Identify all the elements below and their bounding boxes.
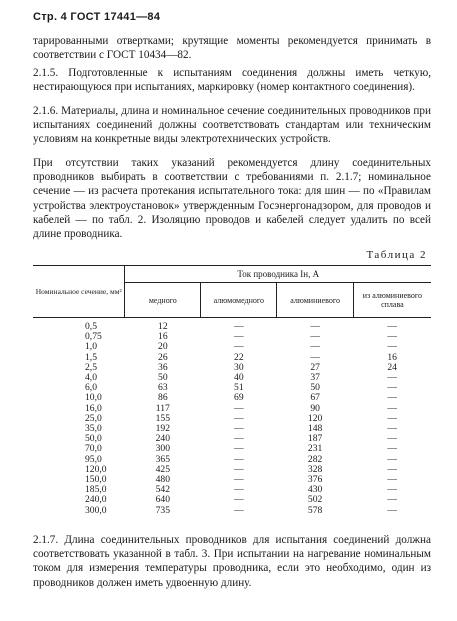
table-cell-section: 2,5: [85, 361, 97, 373]
table-cell-section: 70,0: [85, 443, 102, 455]
paragraph-2-1-5: 2.1.5. Подготовленные к испытаниям соединения должны иметь четкую, нестирающуюся при испытаниях, маркировку (номер контактного соединения).: [33, 67, 431, 94]
table-cell-current: 328: [307, 463, 323, 475]
table-cell-section: 35,0: [85, 423, 102, 435]
table-cell-current: —: [387, 341, 397, 353]
table-cell-current: —: [387, 494, 397, 506]
column-header-copper: медного: [125, 283, 201, 318]
table-cell-section: 16,0: [85, 402, 102, 414]
table-row: [33, 506, 431, 516]
table-cell-current: 282: [307, 453, 323, 465]
table-cell-current: 86: [158, 392, 168, 404]
table-cell-current: —: [387, 331, 397, 343]
table-cell-current: 425: [155, 463, 171, 475]
table-cell-current: —: [387, 423, 397, 435]
table-cell-section: 150,0: [85, 474, 107, 486]
table-cell-current: —: [387, 382, 397, 394]
table-cell-current: 20: [158, 341, 168, 353]
table-cell-section: 0,75: [85, 331, 102, 343]
table-cell-current: —: [234, 494, 244, 506]
table-cell-current: —: [310, 351, 320, 363]
table-cell-current: 578: [307, 504, 323, 516]
table-cell-current: 36: [158, 361, 168, 373]
table-cell-current: 231: [307, 443, 323, 455]
table-cell-current: 22: [234, 351, 244, 363]
table-cell-section: 6,0: [85, 382, 97, 394]
table-cell-section: 50,0: [85, 433, 102, 445]
table-cell-current: —: [234, 484, 244, 496]
table-cell-current: —: [234, 321, 244, 332]
paragraph-continuation: тарированными отвертками; крутящие моменты рекомендуется принимать в соответствии с ГОСТ 10434—82.: [33, 35, 431, 62]
table-cell-current: 187: [307, 433, 323, 445]
table-cell-current: 735: [155, 504, 171, 516]
table-cell-current: —: [387, 443, 397, 455]
table-cell-current: 90: [310, 402, 320, 414]
table-cell-current: 40: [234, 372, 244, 384]
table-cell-current: —: [310, 321, 320, 332]
table-cell-current: 27: [310, 361, 320, 373]
table-cell-section: 185,0: [85, 484, 107, 496]
column-header-aluminum: алюминиевого: [277, 283, 353, 318]
table-title: Таблица 2: [366, 249, 427, 261]
table-cell-current: 542: [155, 484, 171, 496]
table-cell-current: 240: [155, 433, 171, 445]
table-cell-section: 25,0: [85, 412, 102, 424]
table-cell-current: 120: [307, 412, 323, 424]
paragraph-2-1-6: 2.1.6. Материалы, длина и номинальное сечение соединительных проводников при испытаниях соединений должны соответствовать стандартам или техническим условиям на конкретные виды электротехнических устройств.: [33, 105, 431, 146]
table-cell-current: —: [234, 443, 244, 455]
table-cell-current: 63: [158, 382, 168, 394]
table-cell-current: 50: [158, 372, 168, 384]
table-cell-current: —: [387, 504, 397, 516]
table-cell-section: 300,0: [85, 504, 107, 516]
table-cell-current: —: [387, 402, 397, 414]
table-cell-current: —: [310, 341, 320, 353]
table-cell-section: 10,0: [85, 392, 102, 404]
table-cell-current: —: [310, 331, 320, 343]
table-cell-current: —: [387, 372, 397, 384]
table-cell-section: 4,0: [85, 372, 97, 384]
table-cell-current: —: [234, 433, 244, 445]
table-cell-section: 240,0: [85, 494, 107, 506]
table-cell-current: 50: [310, 382, 320, 394]
table-cell-current: 12: [158, 321, 168, 332]
table-cell-current: —: [234, 412, 244, 424]
table-cell-current: 300: [155, 443, 171, 455]
table-cell-current: 26: [158, 351, 168, 363]
table-cell-current: —: [234, 331, 244, 343]
table-cell-current: 148: [307, 423, 323, 435]
table-cell-section: 1,5: [85, 351, 97, 363]
column-header-aluminum-alloy: из алюминиевого сплава: [353, 283, 431, 318]
table-cell-current: 30: [234, 361, 244, 373]
table-cell-current: 640: [155, 494, 171, 506]
table-cell-current: —: [387, 474, 397, 486]
table-cell-current: —: [234, 474, 244, 486]
table-cell-current: 192: [155, 423, 171, 435]
paragraph-recommendations: При отсутствии таких указаний рекомендуется длину соединительных проводников выбирать в соответствии с требованиями п. 2.1.7; номинальное сечение — из расчета протекания испытательного тока: для шин — по «Правилам устройства электроустановок» утвержденным Госэнергонадзором, для проводов и кабелей — по табл. 2. Изоляцию проводов и кабелей следует удалить по всей длине проводника.: [33, 157, 431, 241]
table-cell-current: 51: [234, 382, 244, 394]
table-cell-current: —: [234, 423, 244, 435]
table-cell-current: —: [234, 341, 244, 353]
current-table: [33, 265, 431, 516]
table-cell-current: —: [387, 463, 397, 475]
table-cell-current: 16: [387, 351, 397, 363]
table-cell-current: —: [234, 453, 244, 465]
column-header-copper-clad-aluminum: алюмомедного: [201, 283, 277, 318]
current-header: Ток проводника Iн, А: [125, 266, 431, 283]
paragraph-2-1-7: 2.1.7. Длина соединительных проводников для испытания соединений должна соответствовать указанной в табл. 3. При испытании на нагревание номинальным током для измерения температуры проводника, если это необходимо, один из проводников должен иметь удвоенную длину.: [33, 534, 431, 589]
table-cell-section: 120,0: [85, 463, 107, 475]
table-cell-current: —: [387, 484, 397, 496]
table-cell-current: 365: [155, 453, 171, 465]
table-cell-current: —: [387, 321, 397, 332]
table-cell-current: 480: [155, 474, 171, 486]
table-cell-current: —: [234, 402, 244, 414]
table-cell-current: —: [234, 504, 244, 516]
table-cell-current: 430: [307, 484, 323, 496]
table-cell-current: 24: [387, 361, 397, 373]
table-cell-current: —: [387, 433, 397, 445]
table-cell-current: 67: [310, 392, 320, 404]
table-cell-current: —: [387, 392, 397, 404]
table-cell-section: 95,0: [85, 453, 102, 465]
table-cell-current: —: [387, 453, 397, 465]
table-cell-current: 502: [307, 494, 323, 506]
table-cell-current: 376: [307, 474, 323, 486]
table-cell-section: 1,0: [85, 341, 97, 353]
table-cell-current: 37: [310, 372, 320, 384]
table-cell-current: —: [387, 412, 397, 424]
table-row: [33, 318, 431, 333]
table-cell-current: 69: [234, 392, 244, 404]
table-cell-current: 155: [155, 412, 171, 424]
table-cell-current: 16: [158, 331, 168, 343]
table-cell-current: —: [234, 463, 244, 475]
section-header: Номинальное сечение, мм²: [33, 266, 125, 318]
table-cell-section: 0,5: [85, 321, 97, 332]
table-body: [33, 318, 431, 516]
table-cell-current: 117: [155, 402, 170, 414]
page-header: Стр. 4 ГОСТ 17441—84: [33, 11, 161, 23]
